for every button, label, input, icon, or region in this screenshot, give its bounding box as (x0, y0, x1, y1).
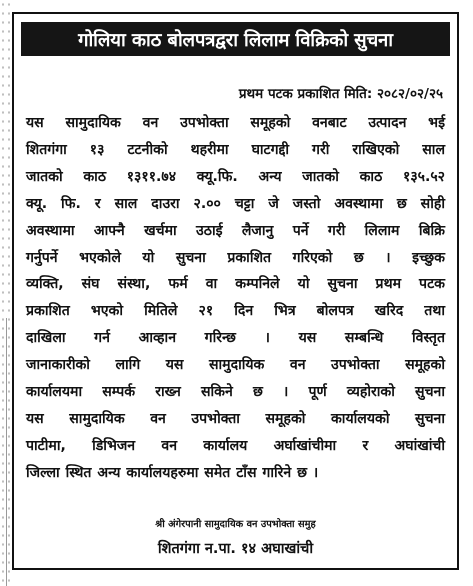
body-line: जिल्ला स्थित अन्य कार्यालयहरुमा समेत टाँस गारिने छ । (26, 464, 319, 481)
body-line: दाखिला गर्न आव्हान गरिन्छ । यस सम्बन्धि विस्तृत (26, 330, 445, 347)
body-line: शितगंगा १३ टटनीको थहरीमा घाटगद्दी गरी राखिएको साल (26, 141, 445, 158)
notice-body (26, 110, 445, 487)
organization-address: शितगंगा न.पा. १४ अघाखांची (157, 541, 314, 557)
body-line: अवस्थामा आफ्नै खर्चमा उठाई लैजानु पर्ने गरी लिलाम बिक्रि (26, 222, 445, 239)
body-line: गर्नुपर्ने भएकोले यो सुचना प्रकाशित गरिएको छ । इच्छुक (26, 249, 445, 266)
notice-title: गोलिया काठ बोलपत्रद्वरा लिलाम विक्रिको सुचना (78, 29, 393, 51)
auction-notice (12, 12, 459, 570)
body-line: व्यक्ति, संघ संस्था, फर्म वा कम्पनिले यो सुचना प्रथम पटक (26, 276, 445, 293)
body-line: कार्यालयमा सम्पर्क राख्न सकिने छ । पूर्ण व्यहोराको सुचना (26, 384, 445, 401)
page-edge-dots (0, 0, 10, 586)
body-line: जातको काठ १३११.७४ क्यू.फि. अन्य जातको काठ १३५.५२ (26, 168, 445, 185)
body-line: यस सामुदायिक वन उपभोक्ता समूहको वनबाट उत्पादन भई (26, 115, 445, 131)
body-line: यस सामुदायिक वन उपभोक्ता समूहको कार्यालयको सुचना (26, 410, 445, 427)
notice-title-band (21, 22, 450, 56)
body-line: पाटीमा, डिभिजन वन कार्यालय अर्घाखांचीमा र अघांखांची (26, 437, 445, 454)
publication-date: प्रथम पटक प्रकाशित मिति: २०८२/०२/२५ (238, 86, 443, 102)
notice-footer (14, 517, 457, 558)
organization-name: श्री अंगेरपानी सामुदायिक वन उपभोक्ता समुह (155, 519, 316, 530)
body-line: क्यू. फि. र साल दाउरा २.०० चट्टा जे जस्तो अवस्थामा छ सोही (26, 195, 445, 212)
body-line: जानाकारीको लागि यस सामुदायिक वन उपभोक्ता समूहको (26, 357, 445, 374)
column-divider (6, 318, 7, 586)
body-line: प्रकाशित भएको मितिले २१ दिन भित्र बोलपत्र खरिद तथा (26, 303, 445, 320)
